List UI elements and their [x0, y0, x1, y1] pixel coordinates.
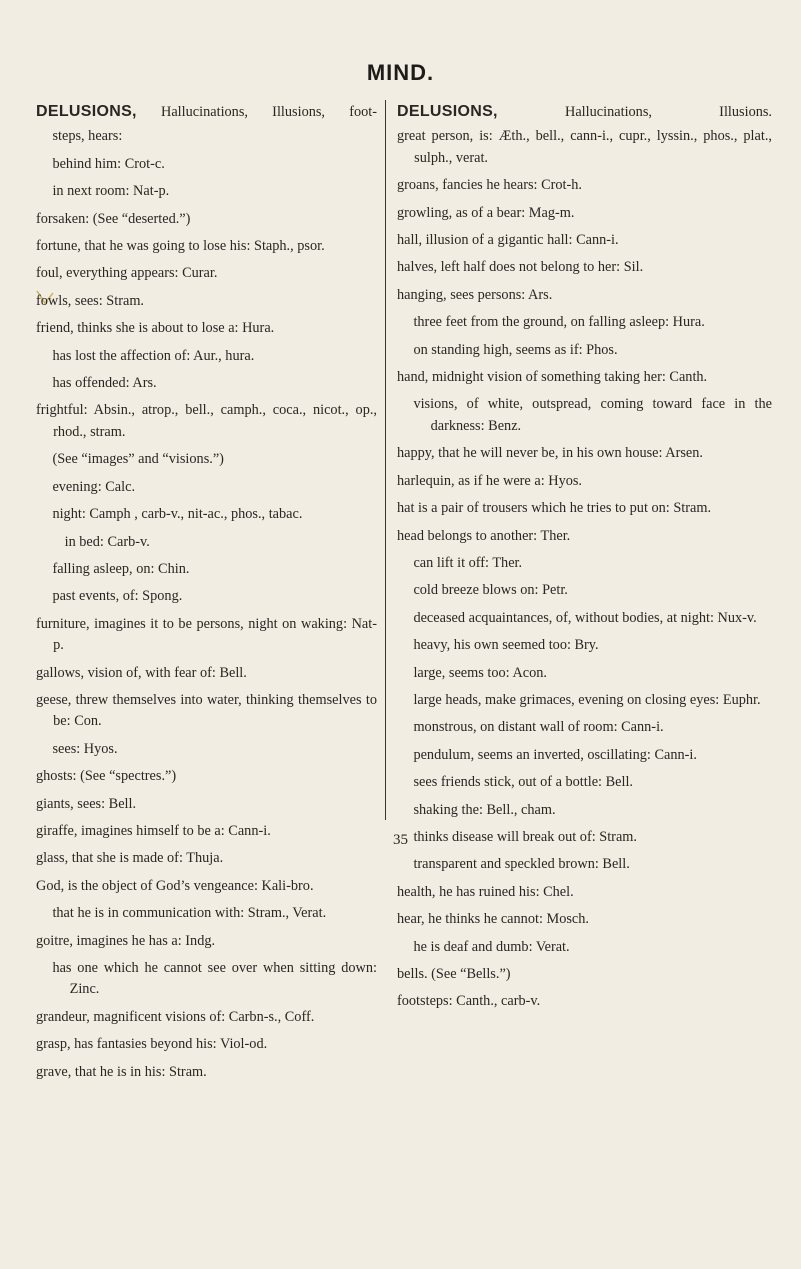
column-divider — [385, 100, 386, 820]
list-item: geese, threw themselves into water, thinking themselves to be: Con. — [36, 691, 377, 730]
list-item: he is deaf and dumb: Verat. — [413, 938, 570, 955]
page-header: MIND. — [366, 60, 435, 85]
list-item: hand, midnight vision of something taking her: Canth. — [397, 369, 708, 386]
list-item: on standing high, seems as if: Phos. — [413, 341, 618, 358]
list-item: large, seems too: Acon. — [413, 664, 547, 681]
list-item: night: Camph , carb-v., nit-ac., phos., tabac. — [52, 506, 303, 523]
left-heading: DELUSIONS, — [36, 103, 137, 120]
list-item: head belongs to another: Ther. — [397, 527, 571, 544]
list-item: cold breeze blows on: Petr. — [413, 582, 568, 599]
right-entry-list — [397, 126, 772, 1012]
list-item: furniture, imagines it to be persons, night on waking: Nat-p. — [36, 615, 377, 654]
list-item: monstrous, on distant wall of room: Cann-i. — [413, 719, 664, 736]
list-item: transparent and speckled brown: Bell. — [413, 856, 630, 873]
list-item: in next room: Nat-p. — [52, 183, 170, 200]
list-item: can lift it off: Ther. — [413, 554, 523, 571]
list-item: shaking the: Bell., cham. — [413, 801, 556, 818]
right-heading: DELUSIONS, — [397, 103, 498, 120]
list-item: (See “images” and “visions.”) — [52, 451, 224, 468]
list-item: grandeur, magnificent visions of: Carbn-s., Coff. — [36, 1008, 315, 1025]
list-item: goitre, imagines he has a: Indg. — [36, 932, 216, 949]
list-item: thinks disease will break out of: Stram. — [413, 828, 637, 845]
list-item: sees friends stick, out of a bottle: Bell. — [413, 774, 634, 791]
left-column-title — [36, 101, 377, 123]
list-item: evening: Calc. — [52, 478, 136, 495]
list-item: gallows, vision of, with fear of: Bell. — [36, 664, 247, 681]
list-item: giraffe, imagines himself to be a: Cann-i. — [36, 822, 271, 839]
list-item: groans, fancies he hears: Crot-h. — [397, 177, 583, 194]
list-item: past events, of: Spong. — [52, 588, 183, 605]
list-item: hall, illusion of a gigantic hall: Cann-i. — [397, 232, 619, 249]
list-item: health, he has ruined his: Chel. — [397, 883, 574, 900]
list-item: hear, he thinks he cannot: Mosch. — [397, 911, 589, 928]
list-item: fortune, that he was going to lose his: Staph., psor. — [36, 238, 325, 255]
list-item: grave, that he is in his: Stram. — [36, 1063, 207, 1080]
page-number: 35 — [393, 832, 408, 848]
left-entry-list — [36, 126, 377, 1083]
list-item: has offended: Ars. — [52, 375, 157, 392]
list-item: that he is in communication with: Stram., Verat. — [52, 905, 327, 922]
list-item: pendulum, seems an inverted, oscillating: Cann-i. — [413, 746, 697, 763]
list-item: bells. (See “Bells.”) — [397, 966, 511, 982]
right-column — [397, 101, 772, 1019]
list-item: foul, everything appears: Curar. — [36, 265, 218, 282]
list-item: steps, hears: — [52, 128, 123, 145]
list-item: great person, is: Æth., bell., cann-i., cupr., lyssin., phos., plat., sulph., verat. — [397, 128, 772, 166]
list-item: frightful: Absin., atrop., bell., camph., coca., nicot., op., rhod., stram. — [36, 402, 377, 440]
list-item: glass, that she is made of: Thuja. — [36, 850, 224, 867]
list-item: God, is the object of God’s vengeance: Kali-bro. — [36, 877, 314, 894]
left-column — [36, 101, 377, 1089]
list-item: large heads, make grimaces, evening on closing eyes: Euphr. — [413, 691, 761, 708]
list-item: has lost the affection of: Aur., hura. — [52, 347, 255, 364]
list-item: behind him: Crot-c. — [52, 155, 165, 172]
list-item: visions, of white, outspread, coming toward face in the darkness: Benz. — [413, 396, 772, 434]
list-item: heavy, his own seemed too: Bry. — [413, 637, 599, 654]
list-item: harlequin, as if he were a: Hyos. — [397, 472, 583, 489]
right-subheading: Hallucinations, Illusions. — [565, 104, 773, 120]
list-item: deceased acquaintances, of, without bodies, at night: Nux-v. — [413, 609, 757, 626]
list-item: ghosts: (See “spectres.”) — [36, 768, 177, 785]
right-column-title — [397, 101, 772, 123]
list-item: sees: Hyos. — [52, 740, 118, 757]
list-item: in bed: Carb-v. — [64, 533, 150, 550]
list-item: footsteps: Canth., carb-v. — [397, 993, 541, 1010]
list-item: forsaken: (See “deserted.”) — [36, 210, 191, 227]
list-item: falling asleep, on: Chin. — [52, 560, 190, 577]
list-item: grasp, has fantasies beyond his: Viol-od. — [36, 1036, 268, 1053]
list-item: growling, as of a bear: Mag-m. — [397, 204, 575, 221]
list-item: has one which he cannot see over when sitting down: Zinc. — [52, 960, 377, 998]
list-item: happy, that he will never be, in his own house: Arsen. — [397, 445, 704, 462]
list-item: halves, left half does not belong to her: Sil. — [397, 259, 644, 276]
list-item: hanging, sees persons: Ars. — [397, 286, 553, 303]
list-item: friend, thinks she is about to lose a: Hura. — [36, 320, 275, 337]
left-subheading: Hallucinations, Illusions, foot- — [161, 104, 378, 120]
list-item: fowls, sees: Stram. — [36, 292, 145, 309]
list-item: hat is a pair of trousers which he tries to put on: Stram. — [397, 500, 712, 517]
list-item: giants, sees: Bell. — [36, 795, 137, 812]
list-item: three feet from the ground, on falling asleep: Hura. — [413, 314, 705, 331]
